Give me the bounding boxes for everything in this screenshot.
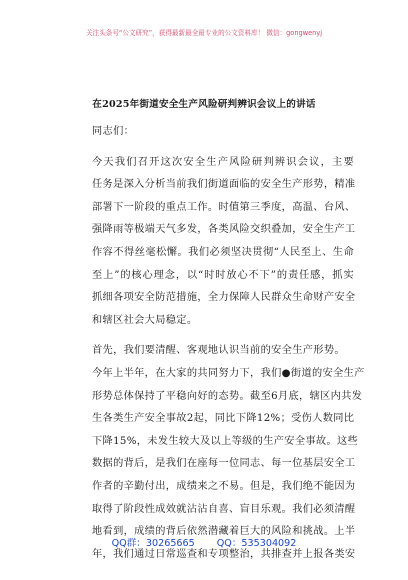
body-line: 今天我们召开这次安全生产风险研判辨识会议，主要 — [92, 156, 354, 168]
body-line: 作容不得丝毫松懈。我们必须坚决贯彻“人民至上、生命 — [92, 246, 354, 258]
body-lines — [92, 152, 365, 567]
page-title: 在2025年街道安全生产风险研判辨识会议上的讲话 — [92, 99, 316, 110]
document-body — [92, 117, 365, 566]
header-notice: 关注头条号“公文研究”，获得最新最全最专业的公文资料库！ 微信：gongwenyj — [85, 29, 323, 37]
body-line: 生各类生产安全事故2起，同比下降12%；受伤人数同比 — [92, 413, 355, 425]
body-line: 和辖区社会大局稳定。 — [92, 314, 198, 326]
body-line: 下降15%，未发生较大及以上等级的生产安全事故。这些 — [92, 435, 359, 447]
footer-contact — [0, 535, 408, 549]
body-line: 部署下一阶段的重点工作。时值第三季度，高温、台风、 — [92, 201, 356, 213]
body-line: 作者的辛勤付出，成绩来之不易。但是，我们绝不能因为 — [92, 480, 356, 492]
qq-group: QQ群：30265665 — [111, 538, 195, 549]
body-line: 任务是深入分析当前我们街道面临的安全生产形势，精准 — [92, 179, 356, 191]
body-line: 强降雨等极端天气多发，各类风险交织叠加，安全生产工 — [92, 224, 356, 236]
body-line: 形势总体保持了平稳向好的态势。截至6月底，辖区内共发 — [92, 390, 363, 402]
body-line: 今年上半年，在大家的共同努力下，我们●街道的安全生产 — [92, 367, 365, 379]
body-line: 首先，我们要清醒、客观地认识当前的安全生产形势。 — [92, 345, 345, 357]
body-line: 数据的背后，是我们在座每一位同志、每一位基层安全工 — [92, 458, 356, 470]
body-line: 地看到，成绩的背后依然潜藏着巨大的风险和挑战。上半 — [92, 526, 356, 538]
salutation: 同志们： — [92, 126, 135, 137]
body-line: 抓细各项安全防范措施，全力保障人民群众生命财产安全 — [92, 292, 356, 304]
body-line: 年，我们通过日常巡查和专项整治，共排查并上报各类安 — [92, 548, 356, 560]
body-line: 至上”的核心理念，以“时时放心不下”的责任感，抓实 — [92, 269, 354, 281]
body-line: 取得了阶段性成效就沾沾自喜、盲目乐观。我们必须清醒 — [92, 503, 356, 515]
qq-number: QQ：535304092 — [216, 538, 297, 549]
